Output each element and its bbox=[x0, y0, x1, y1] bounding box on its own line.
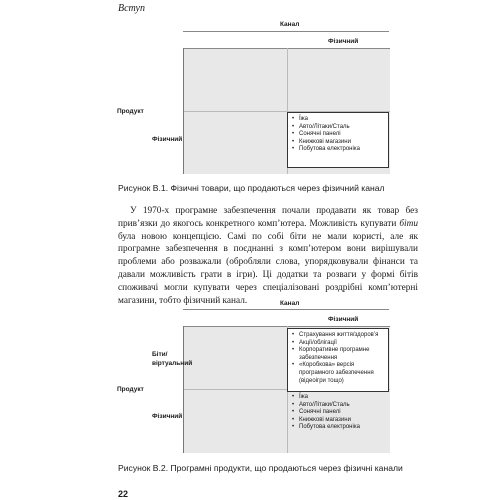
list-item: • Страхування життя/здоров’я bbox=[292, 332, 384, 340]
list-item: • Їжа bbox=[292, 394, 309, 400]
paragraph-text-start: У 1970-х програмне забезпечення почали продавати як товар без прив’язки до якогось конкретного комп’ютера. Можливість купувати bbox=[118, 206, 418, 229]
list-item-text: Побутова електроніка bbox=[299, 424, 360, 431]
body-paragraph bbox=[118, 205, 418, 307]
fig2-channel-axis bbox=[183, 309, 389, 310]
list-item-text: Їжа bbox=[299, 394, 309, 400]
fig2-caption: Рисунок В.2. Програмні продукти, що продаються через фізичні канали bbox=[118, 463, 403, 473]
fig1-row-label: Фізичний bbox=[152, 136, 183, 143]
list-item: • Авто/Літаки/Сталь bbox=[292, 401, 350, 408]
fig2-items-list-top bbox=[292, 332, 384, 385]
fig2-row-label-bottom: Фізичний bbox=[152, 413, 183, 420]
fig1-items-list bbox=[292, 116, 384, 154]
list-item: • Сонячні панелі bbox=[292, 409, 341, 416]
paragraph-italic-word: біти bbox=[399, 218, 418, 229]
fig2-items-list-bottom bbox=[292, 394, 391, 432]
fig2-row-label-top: Біти/ віртуальний bbox=[152, 351, 193, 367]
list-item: • Авто/Літаки/Сталь bbox=[292, 124, 384, 132]
list-item: • Побутова електроніка bbox=[292, 146, 384, 154]
fig1-channel-label: Канал bbox=[280, 21, 300, 28]
list-item: • Побутова електроніка bbox=[292, 424, 360, 431]
fig1-channel-axis bbox=[183, 31, 389, 32]
list-item: • Книжкові магазини bbox=[292, 139, 384, 147]
list-item: • «Коробкова» версія програмного забезпечення (відеоігри тощо) bbox=[292, 362, 384, 385]
fig2-column-label: Фізичний bbox=[328, 316, 359, 323]
list-item-text: Авто/Літаки/Сталь bbox=[299, 401, 350, 408]
fig2-items-box-top bbox=[287, 328, 389, 392]
fig2-product-label: Продукт bbox=[117, 386, 144, 393]
list-item: • Корпоративне програмне забезпечення bbox=[292, 347, 384, 362]
page-number: 22 bbox=[118, 489, 129, 499]
fig1-column-label: Фізичний bbox=[328, 38, 359, 45]
list-item-text: Книжкові магазини bbox=[299, 416, 351, 423]
paragraph-text-end: була новою концепцією. Самі по собі біти не мали користі, але як програмне забезпечення в поєднанні з комп’ютером вони вирішували проблеми або розважали (обробляли слова, упорядковували фінанси та давали можливість грати в ігри). Ці додатки та розваги у формі бітів споживачі могли купувати через спеціалізовані роздрібні комп’ютерні магазини, тобто фізичний канал. bbox=[118, 231, 418, 306]
fig1-caption: Рисунок В.1. Фізичні товари, що продаються через фізичний канал bbox=[118, 183, 385, 193]
fig2-channel-label: Канал bbox=[280, 300, 300, 307]
list-item: • Їжа bbox=[292, 116, 384, 124]
list-item: • Книжкові магазини bbox=[292, 416, 351, 423]
list-item: • Сонячні панелі bbox=[292, 131, 384, 139]
list-item: • Акції/облігації bbox=[292, 340, 384, 348]
fig2-items-area-bottom bbox=[290, 392, 393, 434]
fig1-product-label: Продукт bbox=[117, 108, 144, 115]
fig1-items-box bbox=[287, 112, 389, 168]
running-header: Вступ bbox=[118, 3, 145, 14]
list-item-text: Сонячні панелі bbox=[299, 409, 341, 416]
